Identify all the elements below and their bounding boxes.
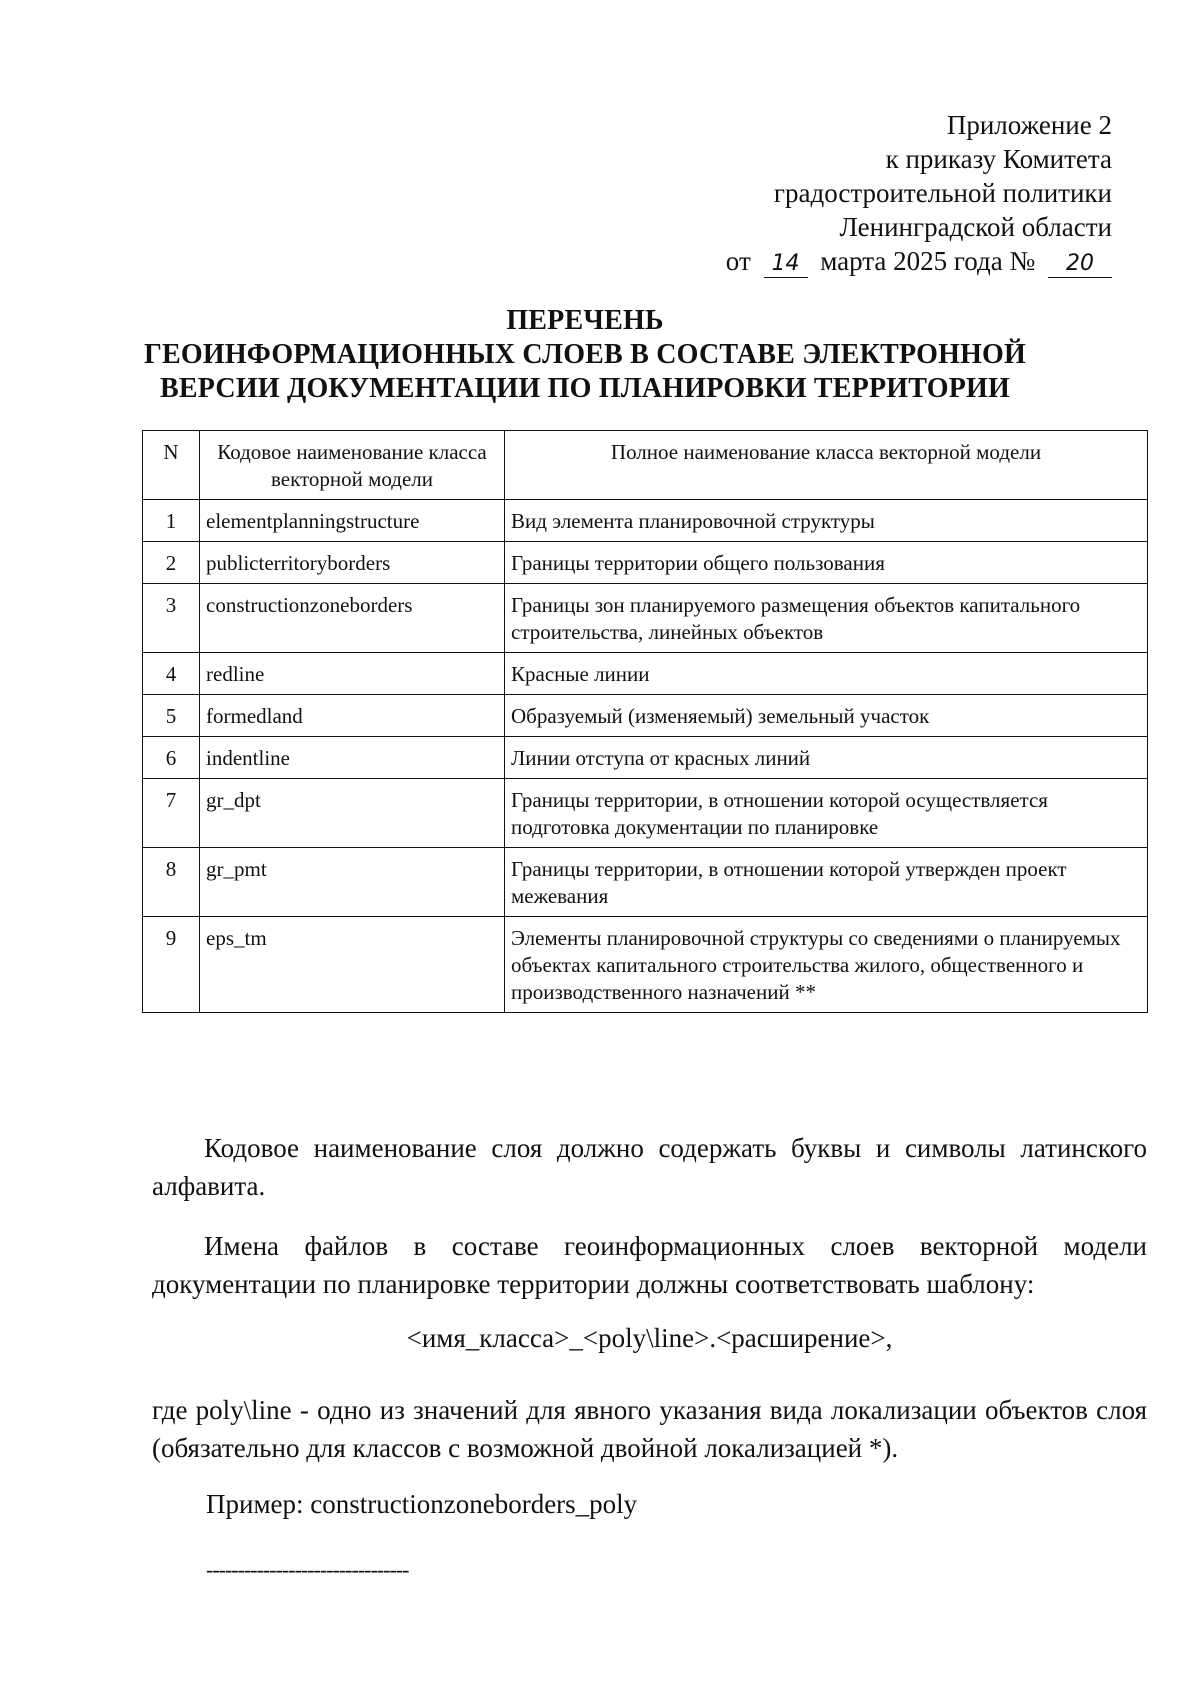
row-code-name: eps_tm xyxy=(200,917,505,1013)
table-row xyxy=(143,500,1148,542)
row-code-name: publicterritoryborders xyxy=(200,542,505,584)
table-row xyxy=(143,779,1148,848)
order-date-line xyxy=(726,244,1112,278)
row-full-name: Границы территории общего пользования xyxy=(505,542,1148,584)
header-code-name: Кодовое наименование класса векторной модели xyxy=(200,431,505,500)
row-code-name: redline xyxy=(200,653,505,695)
table-row xyxy=(143,542,1148,584)
row-full-name: Вид элемента планировочной структуры xyxy=(505,500,1148,542)
document-title xyxy=(140,304,1030,406)
row-number: 1 xyxy=(143,500,200,542)
title-line-1: ПЕРЕЧЕНЬ xyxy=(506,305,664,336)
row-code-name: constructionzoneborders xyxy=(200,584,505,653)
row-full-name: Образуемый (изменяемый) земельный участок xyxy=(505,695,1148,737)
header-full-name: Полное наименование класса векторной модели xyxy=(505,431,1148,500)
row-number: 2 xyxy=(143,542,200,584)
layers-table xyxy=(142,430,1148,1013)
appendix-number: Приложение 2 xyxy=(946,110,1112,140)
row-number: 8 xyxy=(143,848,200,917)
row-code-name: gr_pmt xyxy=(200,848,505,917)
row-full-name: Красные линии xyxy=(505,653,1148,695)
handwritten-order-number: 20 xyxy=(1048,251,1112,278)
row-full-name: Границы территории, в отношении которой утвержден проект межевания xyxy=(505,848,1148,917)
date-text: марта 2025 года № xyxy=(820,246,1036,276)
row-code-name: gr_dpt xyxy=(200,779,505,848)
row-number: 7 xyxy=(143,779,200,848)
localization-paragraph: где poly\line - одно из значений для явного указания вида локализации объектов слоя (обязательно для классов с возможной двойной локализацией *). xyxy=(152,1395,1147,1463)
row-code-name: indentline xyxy=(200,737,505,779)
filename-rule-paragraph: Имена файлов в составе геоинформационных слоев векторной модели документации по планировке территории должны соответствовать шаблону: xyxy=(152,1231,1147,1299)
title-line-2: ГЕОИНФОРМАЦИОННЫХ СЛОЕВ В СОСТАВЕ ЭЛЕКТРОННОЙ xyxy=(143,339,1027,370)
row-full-name: Элементы планировочной структуры со сведениями о планируемых объектах капитального строительства жилого, общественного и производственного назначений ** xyxy=(505,917,1148,1013)
separator-line: -------------------------------- xyxy=(206,1557,409,1582)
row-number: 4 xyxy=(143,653,200,695)
row-number: 9 xyxy=(143,917,200,1013)
title-line-3: ВЕРСИИ ДОКУМЕНТАЦИИ ПО ПЛАНИРОВКИ ТЕРРИТОРИИ xyxy=(160,373,1010,404)
handwritten-day: 14 xyxy=(764,251,808,278)
region-name: Ленинградской области xyxy=(839,212,1112,242)
filename-example: Пример: constructionzoneborders_poly xyxy=(206,1489,638,1519)
row-number: 6 xyxy=(143,737,200,779)
committee-name: градостроительной политики xyxy=(773,178,1112,208)
row-number: 3 xyxy=(143,584,200,653)
order-reference: к приказу Комитета xyxy=(885,144,1112,174)
latin-letters-paragraph: Кодовое наименование слоя должно содержать буквы и символы латинского алфавита. xyxy=(152,1133,1147,1201)
table-row xyxy=(143,584,1148,653)
table-row xyxy=(143,848,1148,917)
table-row xyxy=(143,653,1148,695)
filename-template: <имя_класса>_<poly\line>.<расширение>, xyxy=(406,1323,893,1353)
row-full-name: Границы территории, в отношении которой осуществляется подготовка документации по планировке xyxy=(505,779,1148,848)
row-full-name: Линии отступа от красных линий xyxy=(505,737,1148,779)
row-code-name: elementplanningstructure xyxy=(200,500,505,542)
header-n: N xyxy=(143,431,200,500)
row-number: 5 xyxy=(143,695,200,737)
appendix-header xyxy=(726,108,1112,278)
table-row xyxy=(143,917,1148,1013)
table-header-row xyxy=(143,431,1148,500)
table-row xyxy=(143,737,1148,779)
from-label: от xyxy=(725,246,751,276)
table-row xyxy=(143,695,1148,737)
row-code-name: formedland xyxy=(200,695,505,737)
row-full-name: Границы зон планируемого размещения объектов капитального строительства, линейных объектов xyxy=(505,584,1148,653)
